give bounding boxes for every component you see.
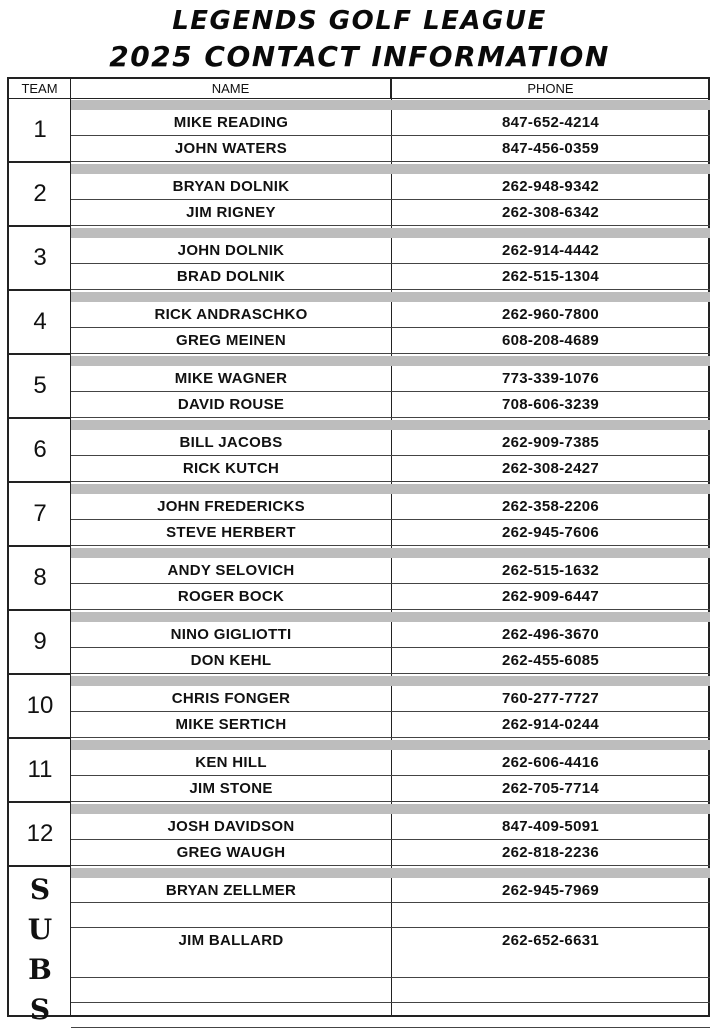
table-row <box>71 174 710 200</box>
team-number: 3 <box>9 227 71 291</box>
table-row <box>71 903 710 928</box>
member-phone: 847-456-0359 <box>501 140 599 157</box>
table-row <box>71 878 710 903</box>
team-number: 12 <box>9 803 71 867</box>
member-name: JIM RIGNEY <box>186 204 276 221</box>
table-row <box>71 238 710 264</box>
member-phone <box>391 903 710 928</box>
member-name: JIM STONE <box>189 780 273 797</box>
table-row <box>71 494 710 520</box>
row-separator <box>71 164 710 174</box>
member-phone: 262-652-6631 <box>501 932 599 949</box>
table-row <box>71 978 710 1003</box>
member-phone: 608-208-4689 <box>501 332 599 349</box>
member-phone: 847-409-5091 <box>501 818 599 835</box>
table-row <box>71 686 710 712</box>
member-phone: 262-818-2236 <box>501 844 599 861</box>
table-row <box>71 622 710 648</box>
member-name: BRYAN DOLNIK <box>172 178 290 195</box>
member-name: JOSH DAVIDSON <box>167 818 295 835</box>
table-row <box>71 430 710 456</box>
row-separator <box>71 292 710 302</box>
member-phone: 847-652-4214 <box>501 114 599 131</box>
member-phone: 262-945-7969 <box>501 882 599 899</box>
member-phone: 262-914-0244 <box>501 716 599 733</box>
member-phone <box>391 1003 710 1028</box>
table-row <box>71 366 710 392</box>
subs-letter: U <box>27 913 53 946</box>
member-phone: 262-914-4442 <box>501 242 599 259</box>
member-name <box>71 1003 391 1028</box>
table-row <box>71 392 710 418</box>
member-name <box>71 903 391 928</box>
column-header-phone: PHONE <box>391 79 710 99</box>
title-line-1: LEGENDS GOLF LEAGUE <box>172 6 547 36</box>
team-number: 9 <box>9 611 71 675</box>
table-row <box>71 928 710 978</box>
member-name: NINO GIGLIOTTI <box>170 626 292 643</box>
member-phone: 262-606-4416 <box>501 754 599 771</box>
table-row <box>71 840 710 866</box>
member-phone: 773-339-1076 <box>501 370 599 387</box>
member-phone: 262-909-7385 <box>501 434 599 451</box>
column-header-team: TEAM <box>9 79 71 99</box>
row-separator <box>71 228 710 238</box>
row-separator <box>71 356 710 366</box>
member-name: BILL JACOBS <box>179 434 283 451</box>
member-name: ROGER BOCK <box>177 588 285 605</box>
row-separator <box>71 804 710 814</box>
table-row <box>71 776 710 802</box>
member-phone: 708-606-3239 <box>501 396 599 413</box>
member-name: JOHN WATERS <box>174 140 288 157</box>
member-name: BRYAN ZELLMER <box>165 882 297 899</box>
member-name: JIM BALLARD <box>178 932 284 949</box>
member-phone: 262-455-6085 <box>501 652 599 669</box>
row-separator <box>71 484 710 494</box>
member-phone: 760-277-7727 <box>501 690 599 707</box>
row-separator <box>71 420 710 430</box>
table-row <box>71 136 710 162</box>
member-name: RICK KUTCH <box>182 460 280 477</box>
team-number: 10 <box>9 675 71 739</box>
row-separator <box>71 868 710 878</box>
table-row <box>71 110 710 136</box>
member-name: CHRIS FONGER <box>171 690 291 707</box>
member-name: KEN HILL <box>195 754 267 771</box>
team-number: 2 <box>9 163 71 227</box>
member-phone: 262-960-7800 <box>501 306 599 323</box>
table-row <box>71 648 710 674</box>
subs-letter: S <box>29 993 51 1026</box>
member-name: RICK ANDRASCHKO <box>154 306 308 323</box>
subs-label <box>9 867 71 1026</box>
row-separator <box>71 740 710 750</box>
title-line-2: 2025 CONTACT INFORMATION <box>109 40 610 73</box>
team-number: 11 <box>9 739 71 803</box>
team-number: 7 <box>9 483 71 547</box>
member-phone: 262-358-2206 <box>501 498 599 515</box>
member-name: STEVE HERBERT <box>166 524 296 541</box>
member-phone: 262-945-7606 <box>501 524 599 541</box>
member-phone: 262-308-6342 <box>501 204 599 221</box>
contact-table <box>7 77 710 1026</box>
table-row <box>71 584 710 610</box>
member-name: ANDY SELOVICH <box>167 562 295 579</box>
table-row <box>71 328 710 354</box>
table-row <box>71 750 710 776</box>
member-phone: 262-909-6447 <box>501 588 599 605</box>
row-separator <box>71 612 710 622</box>
table-row <box>71 1003 710 1028</box>
member-phone <box>391 978 710 1003</box>
table-row <box>71 302 710 328</box>
member-name: BRAD DOLNIK <box>176 268 286 285</box>
member-name: JOHN DOLNIK <box>177 242 285 259</box>
member-phone: 262-705-7714 <box>501 780 599 797</box>
subs-letter: S <box>29 873 51 906</box>
member-name: DAVID ROUSE <box>177 396 285 413</box>
member-name: GREG WAUGH <box>176 844 286 861</box>
row-separator <box>71 676 710 686</box>
member-phone: 262-515-1632 <box>501 562 599 579</box>
table-row <box>71 200 710 226</box>
member-phone: 262-515-1304 <box>501 268 599 285</box>
table-row <box>71 712 710 738</box>
member-phone: 262-308-2427 <box>501 460 599 477</box>
subs-letter: B <box>28 953 52 986</box>
member-name: MIKE WAGNER <box>174 370 288 387</box>
member-phone: 262-948-9342 <box>501 178 599 195</box>
table-row <box>71 558 710 584</box>
row-separator <box>71 100 710 110</box>
row-separator <box>71 548 710 558</box>
member-name: MIKE READING <box>173 114 289 131</box>
team-number: 5 <box>9 355 71 419</box>
table-row <box>71 814 710 840</box>
table-row <box>71 456 710 482</box>
table-row <box>71 520 710 546</box>
team-number: 8 <box>9 547 71 611</box>
member-name: GREG MEINEN <box>176 332 286 349</box>
team-number: 6 <box>9 419 71 483</box>
member-name: MIKE SERTICH <box>175 716 287 733</box>
member-name: JOHN FREDERICKS <box>157 498 305 515</box>
table-row <box>71 264 710 290</box>
team-number: 4 <box>9 291 71 355</box>
member-name: DON KEHL <box>190 652 272 669</box>
team-number: 1 <box>9 99 71 163</box>
member-name <box>71 978 391 1003</box>
column-header-name: NAME <box>71 79 391 99</box>
member-phone: 262-496-3670 <box>501 626 599 643</box>
